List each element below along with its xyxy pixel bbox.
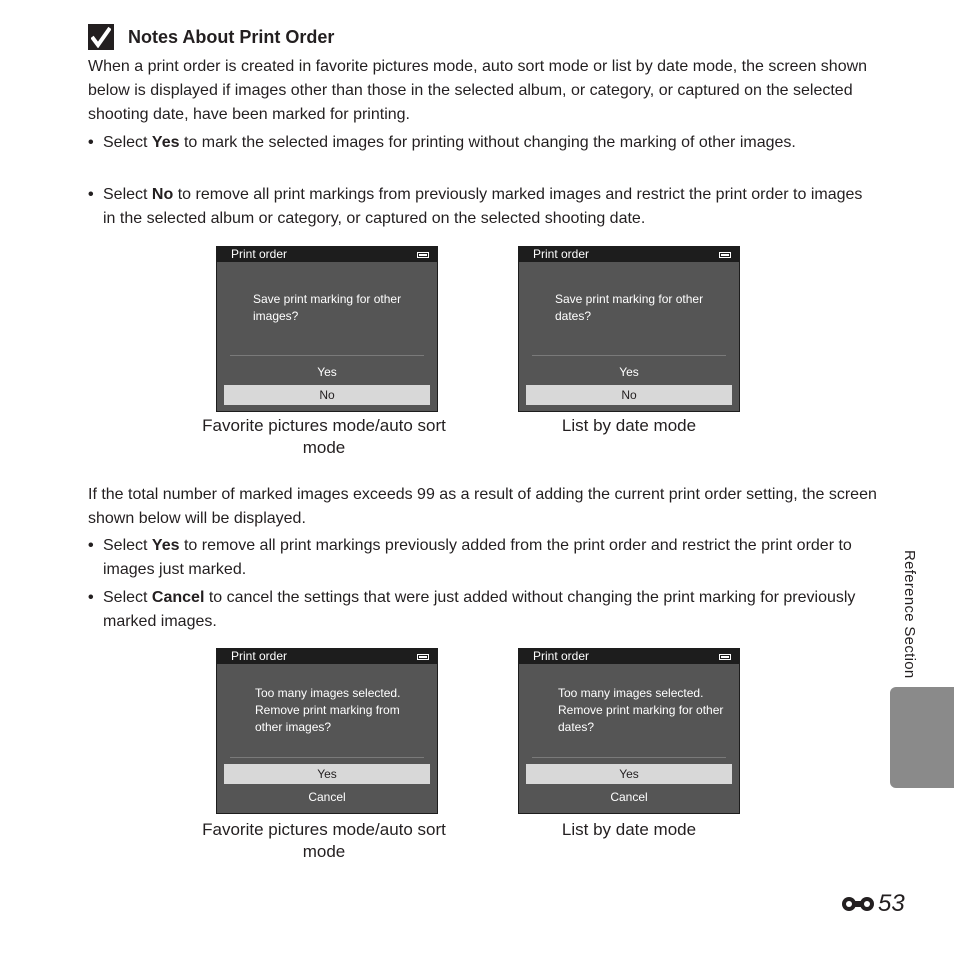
screen-message: Too many images selected. Remove print marking for other dates? xyxy=(558,686,724,734)
middle-paragraph: If the total number of marked images exceeds 99 as a result of adding the current print order setting, the screen shown below will be displayed. xyxy=(88,486,877,527)
screen-title: Print order xyxy=(231,649,288,663)
caption-favorites-2: Favorite pictures mode/auto sort mode xyxy=(202,820,446,861)
camera-screen-list-by-date xyxy=(518,246,740,412)
option-yes[interactable]: Yes xyxy=(224,764,430,784)
caption-list-by-date-2: List by date mode xyxy=(561,820,697,839)
reference-section-label: Reference Section xyxy=(901,550,918,679)
bullet-yes-2: • Select Yes to remove all print markings previously added from the print order and restrict the print order to images just marked. xyxy=(88,537,852,578)
note-heading xyxy=(88,24,334,50)
checkmark-icon xyxy=(88,24,114,50)
bullet-no: • Select No to remove all print markings from previously marked images and restrict the print order to images in the selected album or category, or captured on the selected shooting date. xyxy=(88,186,863,227)
divider xyxy=(230,355,424,356)
camera-screen-too-many-dates xyxy=(518,648,740,814)
battery-icon xyxy=(417,252,429,258)
bullet-yes-1: • Select Yes to mark the selected images for printing without changing the marking of other images. xyxy=(88,134,796,151)
reference-e-icon xyxy=(840,890,876,918)
camera-screen-too-many-favorites xyxy=(216,648,438,814)
note-title: Notes About Print Order xyxy=(128,26,335,47)
divider xyxy=(532,355,726,356)
intro-paragraph: When a print order is created in favorite pictures mode, auto sort mode or list by date mode, the screen shown below is displayed if images other than those in the selected album, or category, or captured on the selected shooting date, have been marked for printing. xyxy=(88,58,868,123)
section-tab xyxy=(890,687,954,788)
option-no[interactable]: No xyxy=(224,385,430,405)
screen-message: Save print marking for other dates? xyxy=(555,292,704,323)
page-number xyxy=(840,890,905,918)
battery-icon xyxy=(719,654,731,660)
screen-title: Print order xyxy=(533,247,590,261)
divider xyxy=(532,757,726,758)
option-yes[interactable]: Yes xyxy=(619,365,639,379)
divider xyxy=(230,757,424,758)
screen-title: Print order xyxy=(231,247,288,261)
option-cancel[interactable]: Cancel xyxy=(610,790,648,804)
battery-icon xyxy=(719,252,731,258)
option-cancel[interactable]: Cancel xyxy=(308,790,346,804)
screen-message: Too many images selected. Remove print marking from other images? xyxy=(255,686,401,734)
caption-list-by-date: List by date mode xyxy=(561,416,697,435)
option-yes[interactable]: Yes xyxy=(317,365,337,379)
page-number-value: 53 xyxy=(878,890,905,917)
screen-message: Save print marking for other images? xyxy=(253,292,402,323)
bullet-cancel: • Select Cancel to cancel the settings that were just added without changing the print marking for previously marked images. xyxy=(88,589,856,630)
option-no[interactable]: No xyxy=(526,385,732,405)
camera-screen-favorites xyxy=(216,246,438,412)
battery-icon xyxy=(417,654,429,660)
option-yes[interactable]: Yes xyxy=(526,764,732,784)
screen-title: Print order xyxy=(533,649,590,663)
caption-favorites: Favorite pictures mode/auto sort mode xyxy=(202,416,446,457)
